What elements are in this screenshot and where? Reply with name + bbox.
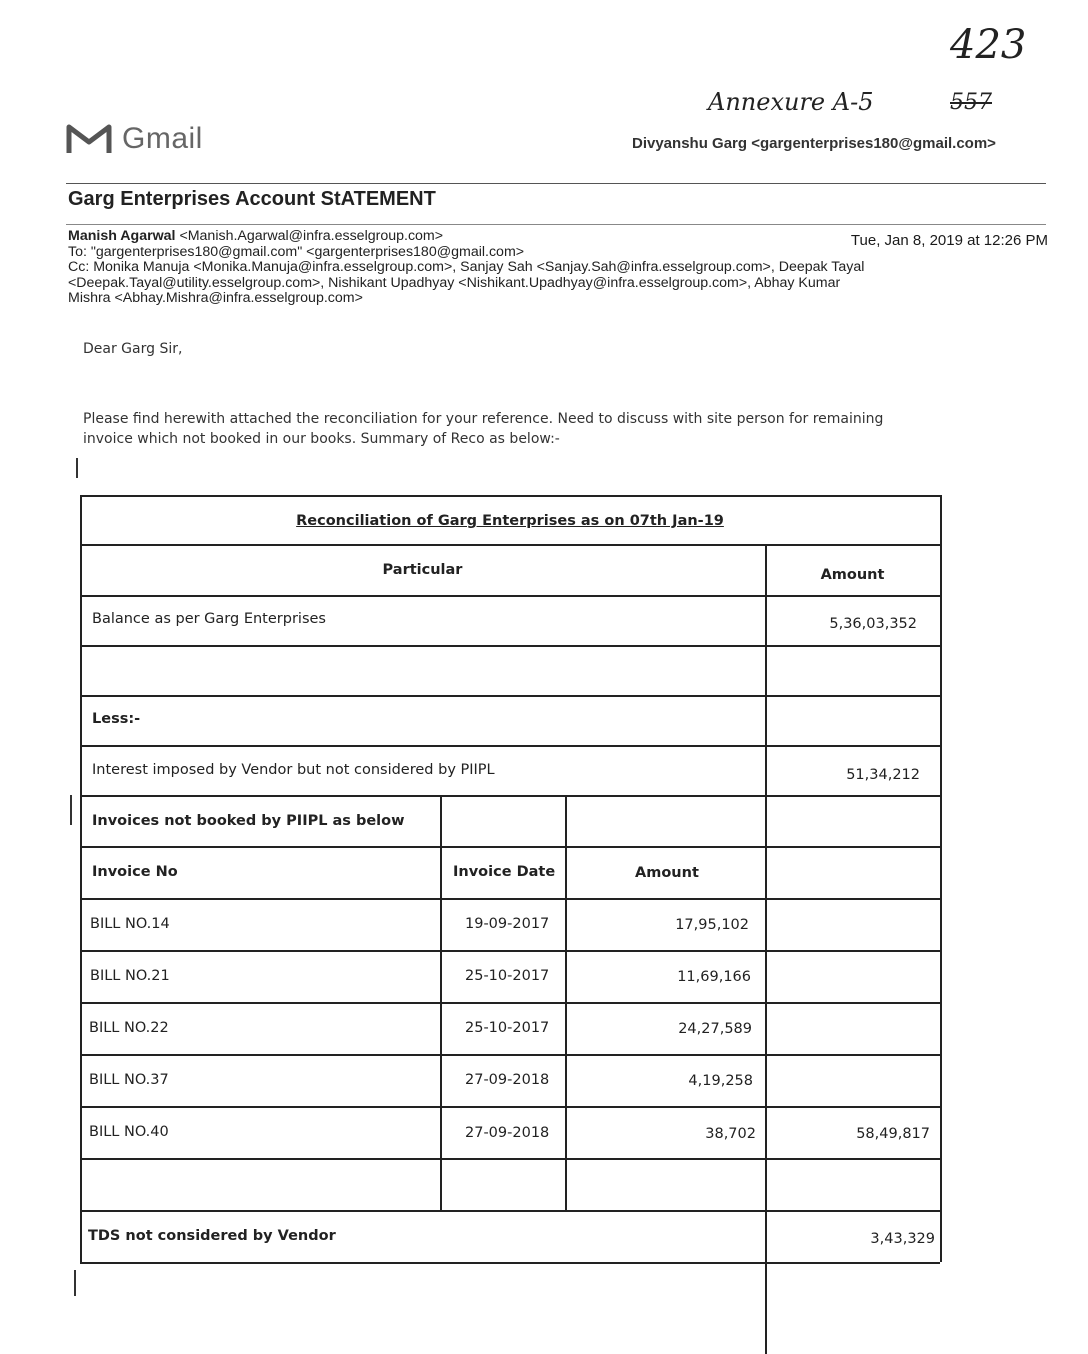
table-rule — [80, 495, 82, 1262]
table-rule — [80, 795, 940, 797]
table-rule — [80, 1054, 940, 1056]
table-rule — [80, 1210, 940, 1212]
margin-mark — [70, 795, 72, 825]
table-rule — [80, 1106, 940, 1108]
to-line: To: "gargenterprises180@gmail.com" <gargenterprises180@gmail.com> — [68, 243, 525, 260]
invoice-amount: 24,27,589 — [678, 1021, 752, 1037]
table-rule — [440, 795, 442, 1210]
email-subject: Garg Enterprises Account StATEMENT — [68, 188, 436, 210]
handwritten-annexure-number: 557 — [950, 90, 992, 115]
cc-line-1: Cc: Monika Manuja <Monika.Manuja@infra.esselgroup.com>, Sanjay Sah <Sanjay.Sah@infra.esselgroup.com>, Deepak Tayal — [68, 259, 865, 275]
table-rule — [80, 1262, 940, 1264]
reconciliation-table — [80, 495, 940, 1305]
margin-mark — [74, 1270, 76, 1296]
tds-value: 3,43,329 — [870, 1231, 935, 1247]
greeting: Dear Garg Sir, — [83, 341, 183, 357]
balance-value: 5,36,03,352 — [829, 616, 917, 632]
invoice-number: BILL NO.40 — [89, 1124, 169, 1140]
balance-label: Balance as per Garg Enterprises — [92, 611, 326, 627]
invoice-amount: 17,95,102 — [675, 917, 749, 933]
sender-name: Manish Agarwal — [68, 228, 176, 244]
invoice-date: 25-10-2017 — [465, 968, 550, 984]
interest-value: 51,34,212 — [846, 767, 920, 783]
invoice-amount: 38,702 — [705, 1126, 756, 1142]
invoice-date: 27-09-2018 — [465, 1072, 550, 1088]
table-rule — [80, 1002, 940, 1004]
message-body — [83, 409, 1003, 449]
invoice-date: 25-10-2017 — [465, 1020, 550, 1036]
interest-label: Interest imposed by Vendor but not considered by PIIPL — [92, 762, 495, 778]
margin-mark — [76, 458, 78, 478]
invoice-amount: 4,19,258 — [688, 1073, 753, 1089]
invoice-date: 19-09-2017 — [465, 916, 550, 932]
table-rule — [80, 745, 940, 747]
column-header-amount: Amount — [820, 567, 885, 583]
table-rule — [80, 695, 940, 697]
invoice-column-header-number: Invoice No — [92, 864, 178, 880]
divider — [66, 183, 1046, 184]
gmail-envelope-icon — [66, 122, 112, 156]
handwritten-annexure-label: Annexure A-5 — [708, 88, 874, 116]
account-email: Divyanshu Garg <gargenterprises180@gmail.com> — [632, 135, 996, 152]
message-line-2: invoice which not booked in our books. Summary of Reco as below:- — [83, 431, 560, 447]
table-rule — [80, 595, 940, 597]
message-line-1: Please find herewith attached the reconciliation for your reference. Need to discuss with site person for remaining — [83, 411, 884, 427]
invoices-total: 58,49,817 — [856, 1126, 930, 1142]
cc-line-3: Mishra <Abhay.Mishra@infra.esselgroup.com> — [68, 290, 363, 306]
invoice-number: BILL NO.21 — [90, 968, 170, 984]
table-rule — [80, 898, 940, 900]
divider — [66, 224, 1046, 225]
invoice-date: 27-09-2018 — [465, 1125, 550, 1141]
table-rule — [80, 846, 940, 848]
invoice-number: BILL NO.37 — [89, 1072, 169, 1088]
invoice-number: BILL NO.14 — [90, 916, 170, 932]
invoices-section-label: Invoices not booked by PIIPL as below — [92, 813, 405, 829]
invoice-amount: 11,69,166 — [677, 969, 751, 985]
table-rule — [80, 645, 940, 647]
tds-label: TDS not considered by Vendor — [88, 1228, 336, 1244]
table-rule — [940, 495, 942, 1262]
table-rule — [80, 495, 940, 497]
gmail-brand-text: Gmail — [122, 122, 203, 155]
sender-email: <Manish.Agarwal@infra.esselgroup.com> — [179, 228, 444, 244]
gmail-logo — [66, 122, 203, 156]
table-rule — [80, 950, 940, 952]
invoice-number: BILL NO.22 — [89, 1020, 169, 1036]
cc-line-2: <Deepak.Tayal@utility.esselgroup.com>, Nishikant Upadhyay <Nishikant.Upadhyay@infra.esselgroup.com>, Abhay Kumar — [68, 274, 841, 291]
table-title: Reconciliation of Garg Enterprises as on 07th Jan-19 — [296, 513, 724, 529]
less-label: Less:- — [92, 711, 141, 727]
table-rule — [565, 795, 567, 1210]
column-header-particular: Particular — [382, 562, 463, 578]
invoice-column-header-date: Invoice Date — [453, 864, 556, 880]
table-rule — [80, 544, 940, 546]
invoice-column-header-amount: Amount — [635, 865, 699, 881]
email-date: Tue, Jan 8, 2019 at 12:26 PM — [850, 232, 1048, 249]
table-rule — [80, 1158, 940, 1160]
handwritten-page-number: 423 — [950, 22, 1027, 68]
